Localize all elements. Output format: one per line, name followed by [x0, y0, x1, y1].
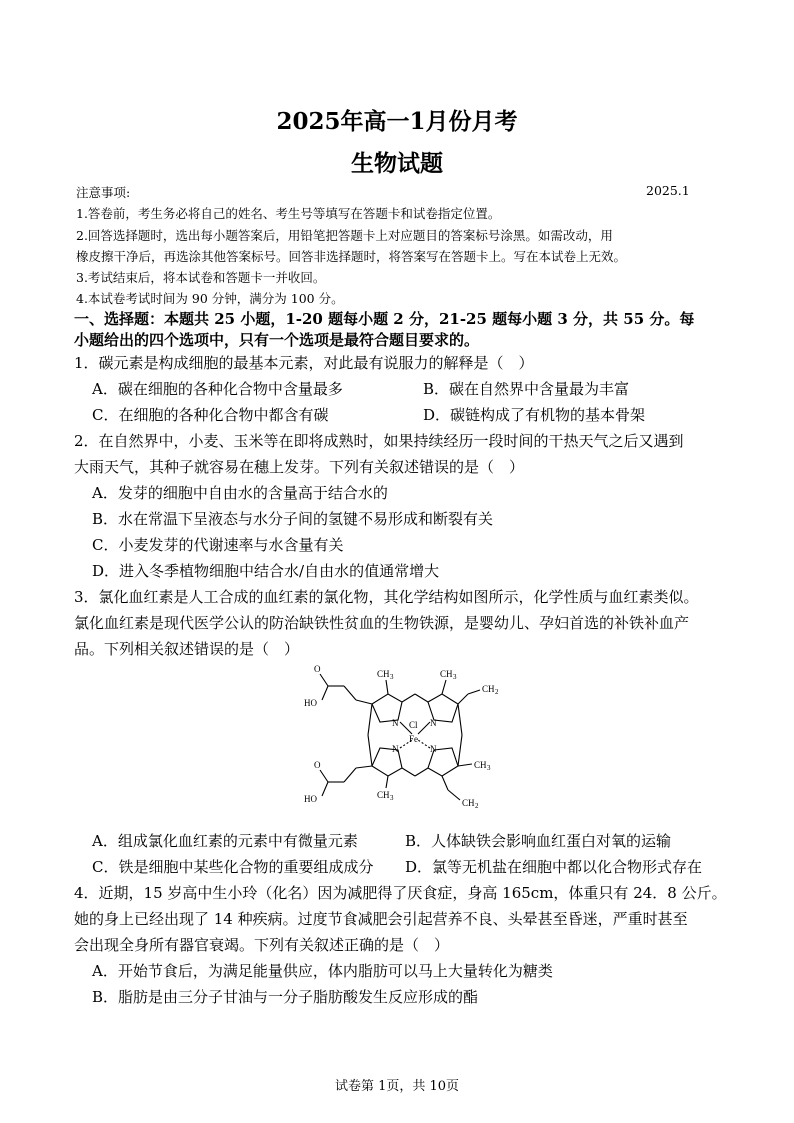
exam-title: 2025年高一1月份月考 [276, 108, 518, 135]
q3-option-b: B．人体缺铁会影响血红蛋白对氧的运输 [405, 832, 672, 850]
methyl-label: CH [474, 760, 487, 770]
svg-text:2: 2 [475, 802, 479, 810]
q4-option-b: B．脂肪是由三分子甘油与一分子脂肪酸发生反应形成的酯 [92, 988, 479, 1006]
page-footer: 试卷第 1页，共 10页 [334, 1079, 460, 1094]
svg-text:3: 3 [453, 673, 457, 681]
notice-label: 注意事项: [76, 185, 131, 200]
q4-stem-line3: 会出现全身所有器官衰竭。下列有关叙述正确的是（ ） [74, 936, 450, 954]
nitrogen-label: N [430, 744, 437, 754]
svg-text:3: 3 [390, 673, 394, 681]
q3-option-d: D．氯等无机盐在细胞中都以化合物形式存在 [405, 858, 703, 876]
chlorine-label: Cl [409, 720, 418, 730]
svg-text:2: 2 [495, 688, 499, 696]
carbonyl-o-label: O [314, 760, 321, 770]
vinyl-label: CH [462, 798, 475, 808]
q4-stem-line2: 她的身上已经出现了 14 种疾病。过度节食减肥会引起营养不良、头晕甚至昏迷，严重时甚至 [74, 910, 688, 928]
notice-line: 1.答卷前，考生务必将自己的姓名、考生号等填写在答题卡和试卷指定位置。 [76, 206, 501, 221]
q4-option-a: A．开始节食后，为满足能量供应，体内脂肪可以马上大量转化为糖类 [92, 962, 553, 980]
svg-text:3: 3 [390, 794, 394, 802]
carbonyl-o-label: O [314, 664, 321, 674]
q3-option-c: C．铁是细胞中某些化合物的重要组成成分 [92, 858, 374, 876]
section-heading-line2: 小题给出的四个选项中，只有一个选项是最符合题目要求的。 [74, 331, 480, 349]
q2-option-a: A．发芽的细胞中自由水的含量高于结合水的 [92, 484, 388, 502]
q1-option-c: C．在细胞的各种化合物中都含有碳 [92, 406, 329, 424]
methyl-label: CH [377, 669, 390, 679]
notice-line: 橡皮擦干净后，再选涂其他答案标号。回答非选择题时，将答案写在答题卡上。写在本试卷上无效。 [76, 249, 627, 264]
q1-option-b: B．碳在自然界中含量最为丰富 [423, 380, 630, 398]
hemin-structure-diagram [296, 660, 506, 810]
q2-option-c: C．小麦发芽的代谢速率与水含量有关 [92, 536, 344, 554]
q2-stem-line2: 大雨天气，其种子就容易在穗上发芽。下列有关叙述错误的是（ ） [74, 458, 525, 476]
notice-line: 4.本试卷考试时间为 90 分钟，满分为 100 分。 [76, 291, 344, 306]
q1-option-d: D．碳链构成了有机物的基本骨架 [423, 406, 646, 424]
exam-subtitle: 生物试题 [351, 150, 443, 177]
svg-text:3: 3 [487, 764, 491, 772]
nitrogen-label: N [392, 744, 399, 754]
q4-stem-line1: 4．近期，15 岁高中生小玲（化名）因为减肥得了厌食症，身高 165cm，体重只有 24．8 公斤。 [74, 884, 727, 902]
nitrogen-label: N [430, 718, 437, 728]
notice-line: 3.考试结束后，将本试卷和答题卡一并收回。 [76, 270, 326, 285]
q3-stem-line2: 氯化血红素是现代医学公认的防治缺铁性贫血的生物铁源，是婴幼儿、孕妇首选的补铁补血产 [74, 614, 690, 632]
notice-line: 2.回答选择题时，选出每小题答案后，用铅笔把答题卡上对应题目的答案标号涂黑。如需改动，用 [76, 228, 613, 243]
methyl-label: CH [440, 669, 453, 679]
nitrogen-label: N [392, 718, 399, 728]
q3-stem-line3: 品。下列相关叙述错误的是（ ） [74, 640, 300, 658]
q1-stem: 1．碳元素是构成细胞的最基本元素，对此最有说服力的解释是（ ） [74, 354, 534, 372]
q3-option-a: A．组成氯化血红素的元素中有微量元素 [92, 832, 358, 850]
vinyl-label: CH [482, 684, 495, 694]
q2-option-b: B．水在常温下呈液态与水分子间的氢键不易形成和断裂有关 [92, 510, 494, 528]
iron-label: Fe [409, 734, 418, 744]
q1-option-a: A．碳在细胞的各种化合物中含量最多 [92, 380, 343, 398]
q2-stem-line1: 2．在自然界中，小麦、玉米等在即将成熟时，如果持续经历一段时间的干热天气之后又遇到 [74, 432, 684, 450]
hydroxyl-label: HO [304, 698, 317, 708]
exam-date: 2025.1 [646, 183, 690, 198]
hydroxyl-label: HO [304, 794, 317, 804]
section-heading-line1: 一、选择题：本题共 25 小题，1-20 题每小题 2 分，21-25 题每小题 3 分，共 55 分。每 [74, 310, 695, 328]
q3-stem-line1: 3．氯化血红素是人工合成的血红素的氯化物，其化学结构如图所示，化学性质与血红素类似。 [74, 588, 699, 606]
q2-option-d: D．进入冬季植物细胞中结合水/自由水的值通常增大 [92, 562, 440, 580]
methyl-label: CH [377, 790, 390, 800]
